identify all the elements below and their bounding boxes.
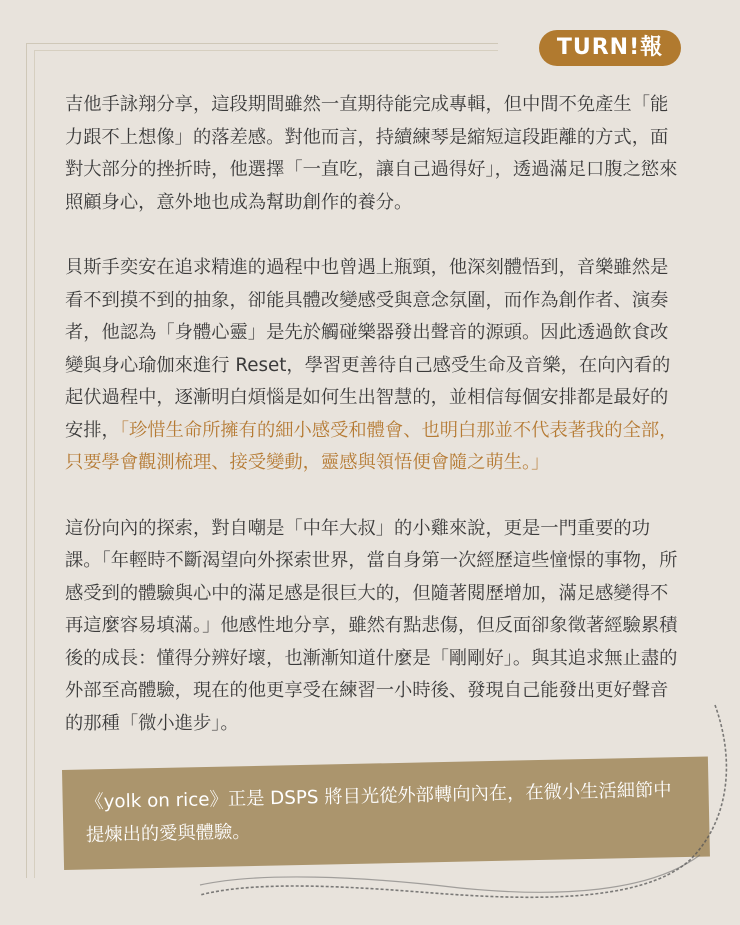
paragraph-text: 這份向內的探索，對自嘲是「中年大叔」的小雞來說，更是一門重要的功課。「年輕時不斷渴望向外探索世界，當自身第一次經歷這些憧憬的事物，所感受到的體驗與心中的滿足感是很巨大的，但隨著閱歷增加，滿足感變得不再這麼容易填滿。」他感性地分享，雖然有點悲傷，但反面卻象徵著經驗累積後的成長：懂得分辨好壞，也漸漸知道什麼是「剛剛好」。與其追求無止盡的外部至高體驗，現在的他更享受在練習一小時後、發現自己能發出更好聲音的那種「微小進步」。 (65, 517, 678, 734)
paragraph-bassist (65, 252, 681, 480)
paragraph-text: 貝斯手奕安在追求精進的過程中也曾遇上瓶頸，他深刻體悟到，音樂雖然是看不到摸不到的抽象，卻能具體改變感受與意念氛圍，而作為創作者、演奏者，他認為「身體心靈」是先於觸碰樂器發出聲音的源頭。因此透過飲食改變與身心瑜伽來進行 Reset，學習更善待自己感受生命及音樂，在向內看的起伏過程中，逐漸明白煩惱是如何生出智慧的，並相信每個安排都是最好的安排， (65, 257, 671, 441)
summary-banner-text: 《yolk on rice》正是 DSPS 將目光從外部轉向內在，在微小生活細節中提煉出的愛與體驗。 (85, 779, 672, 846)
frame-line-top (26, 43, 498, 44)
frame-line-top-inner (34, 50, 498, 51)
article-body (65, 89, 681, 740)
paragraph-guitarist (65, 89, 681, 219)
frame-line-left-inner (34, 50, 35, 878)
highlighted-quote: 「珍惜生命所擁有的細小感受和體會、也明白那並不代表著我的全部，只要學會觀測梳理、接受變動，靈感與領悟便會隨之萌生。」 (65, 419, 678, 473)
turn-logo: TURN!報 (539, 30, 681, 66)
paragraph-text: 吉他手詠翔分享，這段期間雖然一直期待能完成專輯，但中間不免產生「能力跟不上想像」的落差感。對他而言，持續練琴是縮短這段距離的方式，面對大部分的挫折時，他選擇「一直吃，讓自己過得好」，透過滿足口腹之慾來照顧身心，意外地也成為幫助創作的養分。 (65, 94, 678, 213)
paragraph-drummer (65, 513, 681, 741)
frame-line-left (26, 43, 27, 878)
